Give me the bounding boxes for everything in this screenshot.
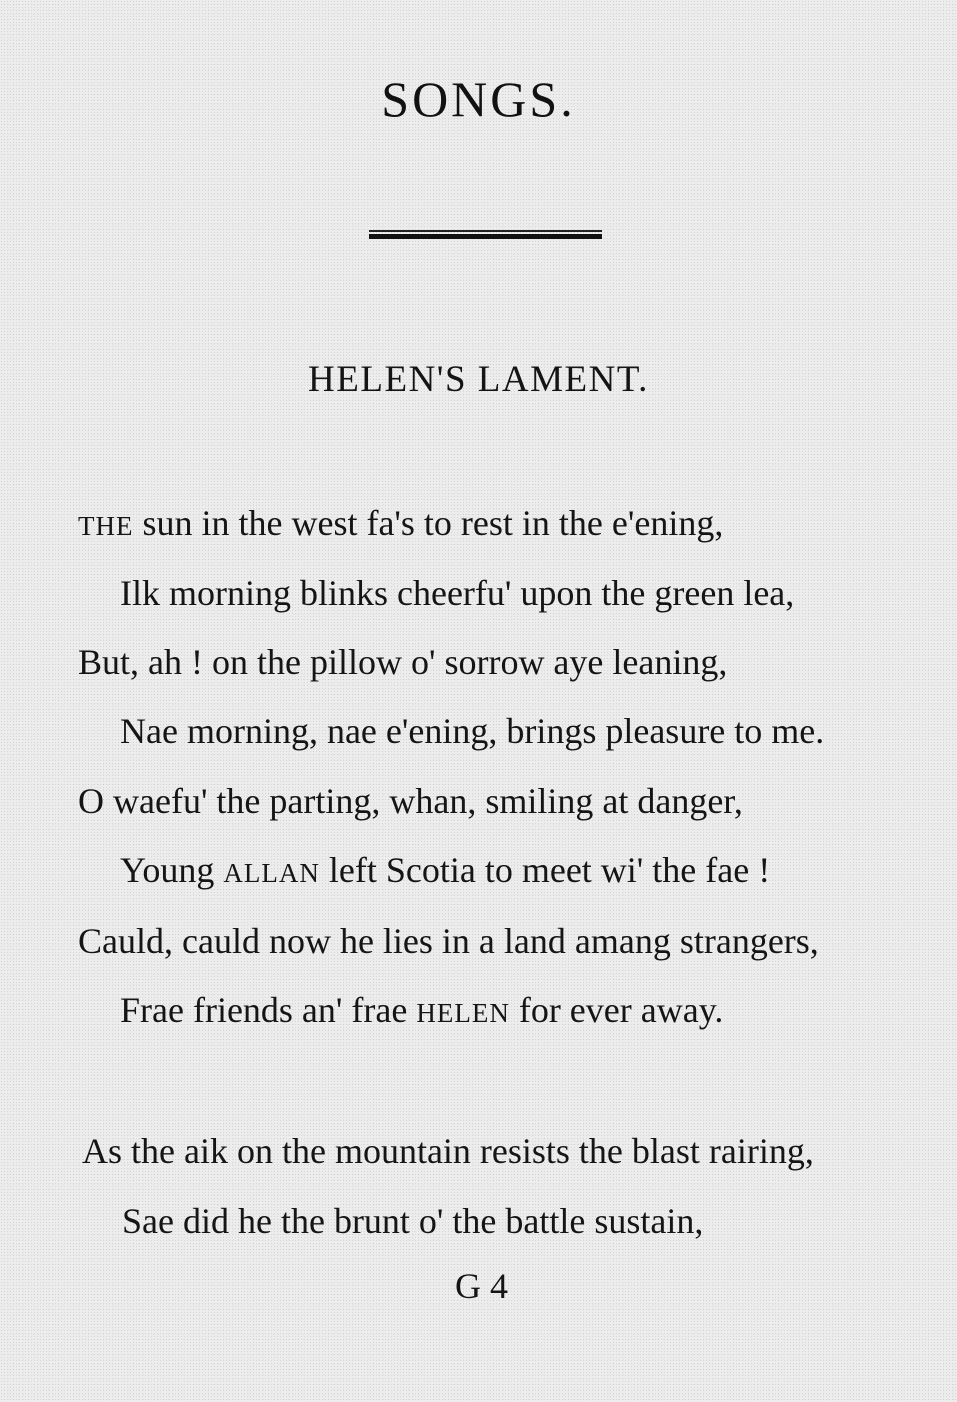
running-head: SONGS. xyxy=(381,71,576,127)
stanza1-line4: Nae morning, nae e'ening, brings pleasure to me. xyxy=(120,711,825,751)
stanza2-line2: Sae did he the brunt o' the battle sustain, xyxy=(122,1201,704,1241)
stanza1-line5: O waefu' the parting, whan, smiling at danger, xyxy=(78,781,743,821)
stanza1-line8 xyxy=(120,989,723,1031)
line-text: left Scotia to meet wi' the fae ! xyxy=(319,850,771,890)
rule-thick-line xyxy=(369,234,602,239)
initial-small-caps: THE xyxy=(78,511,134,541)
stanza1-line6 xyxy=(120,849,770,891)
ornamental-rule xyxy=(369,230,602,242)
line-text: Frae friends an' frae xyxy=(120,990,417,1030)
line-text: for ever away. xyxy=(509,990,724,1030)
rule-thin-line xyxy=(369,230,602,232)
poem-title: HELEN'S LAMENT. xyxy=(308,359,649,400)
signature-mark: G 4 xyxy=(455,1266,508,1306)
stanza2-line1: As the aik on the mountain resists the blast rairing, xyxy=(82,1131,814,1171)
stanza1-line1 xyxy=(78,502,723,544)
name-small-caps: ALLAN xyxy=(223,858,320,888)
stanza1-line2: Ilk morning blinks cheerfu' upon the green lea, xyxy=(120,573,795,613)
line-text: Young xyxy=(120,850,224,890)
name-small-caps: HELEN xyxy=(416,998,510,1028)
line-text: sun in the west fa's to rest in the e'ening, xyxy=(133,503,724,543)
stanza1-line7: Cauld, cauld now he lies in a land amang strangers, xyxy=(78,921,819,961)
stanza1-line3: But, ah ! on the pillow o' sorrow aye leaning, xyxy=(78,642,728,682)
